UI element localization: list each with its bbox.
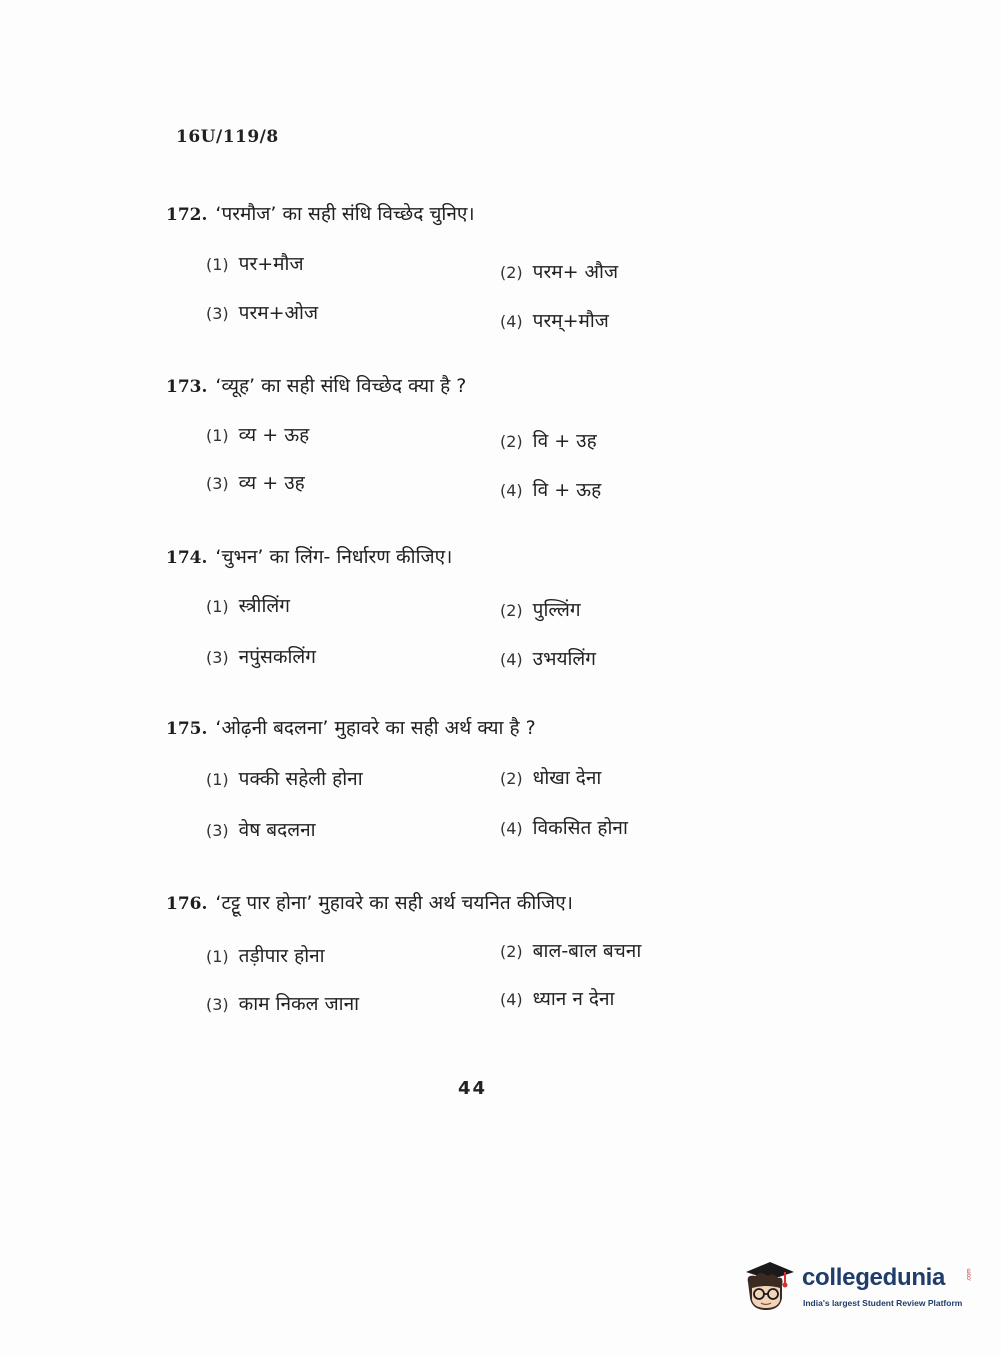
- option-text: वि + उह: [532, 430, 597, 452]
- option-4: [500, 645, 596, 671]
- option-3: [206, 643, 316, 669]
- option-1: [206, 592, 290, 618]
- option-1: [206, 942, 325, 968]
- option-2: [500, 596, 581, 622]
- option-text: नपुंसकलिंग: [238, 646, 316, 668]
- option-number: (2): [500, 942, 523, 961]
- brand-tagline: India's largest Student Review Platform: [803, 1298, 963, 1308]
- option-number: (4): [500, 481, 523, 500]
- option-text: परम+ओज: [238, 302, 319, 324]
- option-number: (2): [500, 769, 523, 788]
- option-text: ध्यान न देना: [532, 988, 615, 1010]
- option-number: (3): [206, 474, 229, 493]
- page-number: 44: [458, 1078, 488, 1099]
- question-number: 174.: [166, 548, 208, 568]
- option-text: स्त्रीलिंग: [238, 595, 290, 617]
- option-4: [500, 985, 614, 1011]
- option-2: [500, 258, 618, 284]
- option-number: (1): [206, 255, 229, 274]
- option-text: पर+मौज: [238, 253, 304, 275]
- option-text: विकसित होना: [532, 817, 628, 839]
- mascot-icon: [740, 1258, 798, 1316]
- option-text: तड़ीपार होना: [238, 945, 325, 967]
- option-number: (3): [206, 304, 229, 323]
- question-stem: [166, 372, 466, 398]
- option-4: [500, 476, 601, 502]
- option-4: [500, 814, 628, 840]
- brand-name: collegedunia: [802, 1264, 946, 1291]
- option-number: (3): [206, 648, 229, 667]
- option-text: पुल्लिंग: [532, 599, 581, 621]
- question-stem: [166, 543, 452, 569]
- question-number: 172.: [166, 205, 208, 225]
- option-3: [206, 469, 305, 495]
- question-text: ‘चुभन’ का लिंग- निर्धारण कीजिए।: [215, 546, 453, 568]
- option-number: (4): [500, 990, 523, 1009]
- option-3: [206, 816, 316, 842]
- option-text: परम+ औज: [532, 261, 619, 283]
- option-3: [206, 990, 359, 1016]
- option-number: (4): [500, 650, 523, 669]
- question-text: ‘व्यूह’ का सही संधि विच्छेद क्या है ?: [215, 375, 467, 397]
- option-3: [206, 299, 318, 325]
- option-1: [206, 765, 363, 791]
- question-stem: [166, 714, 536, 740]
- option-text: धोखा देना: [532, 767, 602, 789]
- brand-dotcom: .com: [966, 1268, 973, 1282]
- option-number: (4): [500, 312, 523, 331]
- question-text: ‘टट्टू पार होना’ मुहावरे का सही अर्थ चयनित कीजिए।: [215, 892, 573, 914]
- option-number: (2): [500, 263, 523, 282]
- option-text: व्य + उह: [238, 472, 305, 494]
- question-stem: [166, 889, 573, 915]
- option-1: [206, 421, 309, 447]
- option-2: [500, 427, 597, 453]
- option-number: (1): [206, 770, 229, 789]
- option-number: (2): [500, 432, 523, 451]
- option-number: (1): [206, 597, 229, 616]
- option-text: व्य + ऊह: [238, 424, 310, 446]
- option-2: [500, 764, 601, 790]
- option-number: (4): [500, 819, 523, 838]
- option-number: (3): [206, 995, 229, 1014]
- option-text: वि + ऊह: [532, 479, 602, 501]
- option-number: (3): [206, 821, 229, 840]
- option-1: [206, 250, 304, 276]
- option-number: (1): [206, 947, 229, 966]
- option-number: (1): [206, 426, 229, 445]
- option-2: [500, 937, 641, 963]
- option-text: काम निकल जाना: [238, 993, 360, 1015]
- question-text: ‘ओढ़नी बदलना’ मुहावरे का सही अर्थ क्या है ?: [215, 717, 536, 739]
- option-number: (2): [500, 601, 523, 620]
- option-text: वेष बदलना: [238, 819, 316, 841]
- question-number: 176.: [166, 894, 208, 914]
- option-text: उभयलिंग: [532, 648, 596, 670]
- option-text: बाल-बाल बचना: [532, 940, 642, 962]
- question-number: 175.: [166, 719, 208, 739]
- option-text: परम्+मौज: [532, 310, 609, 332]
- collegedunia-logo: [740, 1258, 973, 1318]
- question-text: ‘परमौज’ का सही संधि विच्छेद चुनिए।: [215, 203, 475, 225]
- option-4: [500, 307, 609, 333]
- question-stem: [166, 200, 475, 226]
- question-number: 173.: [166, 377, 208, 397]
- option-text: पक्की सहेली होना: [238, 768, 363, 790]
- paper-code: 16U/119/8: [176, 127, 279, 147]
